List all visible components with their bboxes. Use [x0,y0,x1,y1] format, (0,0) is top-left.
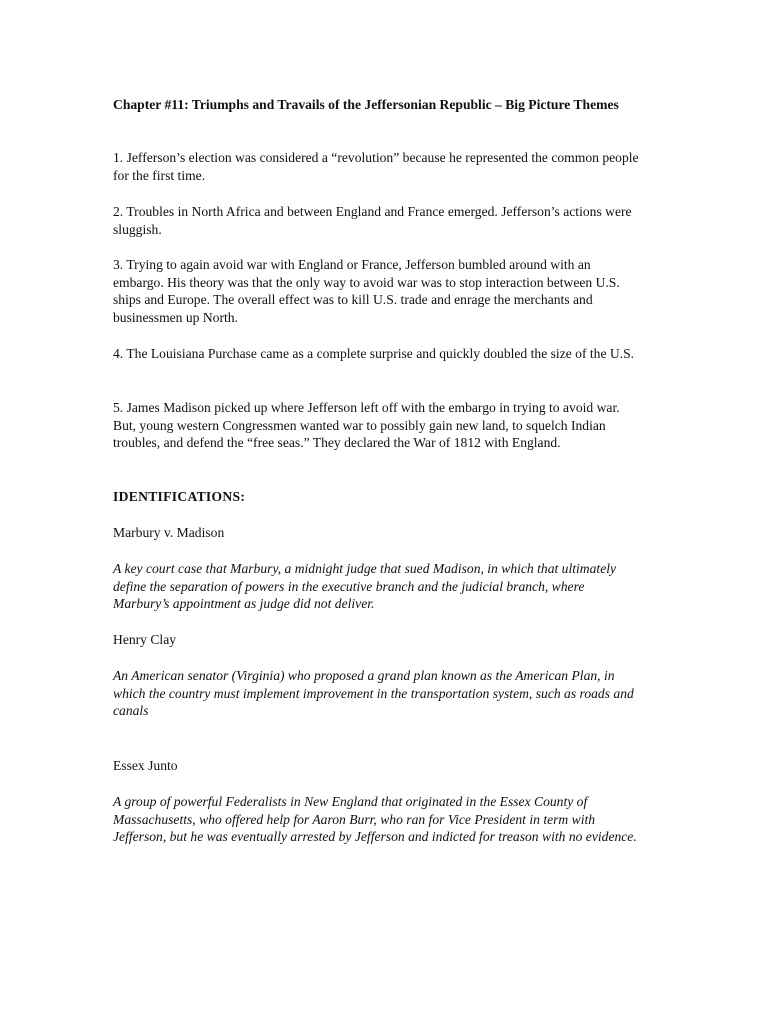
identification-definition: A group of powerful Federalists in New England that originated in the Essex County of Massachusetts, who offered help for Aaron Burr, who ran for Vice President in term with Jefferson, but he was eventually arrested by Jefferson and indicted for treason with no evidence. [113,794,637,845]
theme-item-2: 2. Troubles in North Africa and between England and France emerged. Jefferson’s actions were sluggish. [113,204,632,237]
theme-item-3: 3. Trying to again avoid war with England or France, Jefferson bumbled around with an embargo. His theory was that the only way to avoid war was to stop interaction between U.S. ships and Europe. The overall effect was to kill U.S. trade and enrage the merchants and businessmen up North. [113,257,620,325]
identification-definition: An American senator (Virginia) who proposed a grand plan known as the American Plan, in which the country must implement improvement in the transportation system, such as roads and canals [113,668,634,719]
theme-item-1: 1. Jefferson’s election was considered a “revolution” because he represented the common people for the first time. [113,150,639,183]
document-title: Chapter #11: Triumphs and Travails of the Jeffersonian Republic – Big Picture Themes [113,97,619,112]
theme-item-5: 5. James Madison picked up where Jefferson left off with the embargo in trying to avoid war. But, young western Congressmen wanted war to possibly gain new land, to squelch Indian troubles, and defend the “free seas.” They declared the War of 1812 with England. [113,400,620,451]
identifications-heading: IDENTIFICATIONS: [113,489,246,504]
identification-term: Marbury v. Madison [113,525,225,540]
theme-item-4: 4. The Louisiana Purchase came as a complete surprise and quickly doubled the size of the U.S. [113,346,635,361]
identification-term: Essex Junto [113,758,178,773]
identification-term: Henry Clay [113,632,177,647]
identification-definition: A key court case that Marbury, a midnight judge that sued Madison, in which that ultimately define the separation of powers in the executive branch and the judicial branch, where Marbury’s appointment as judge did not deliver. [113,561,617,612]
